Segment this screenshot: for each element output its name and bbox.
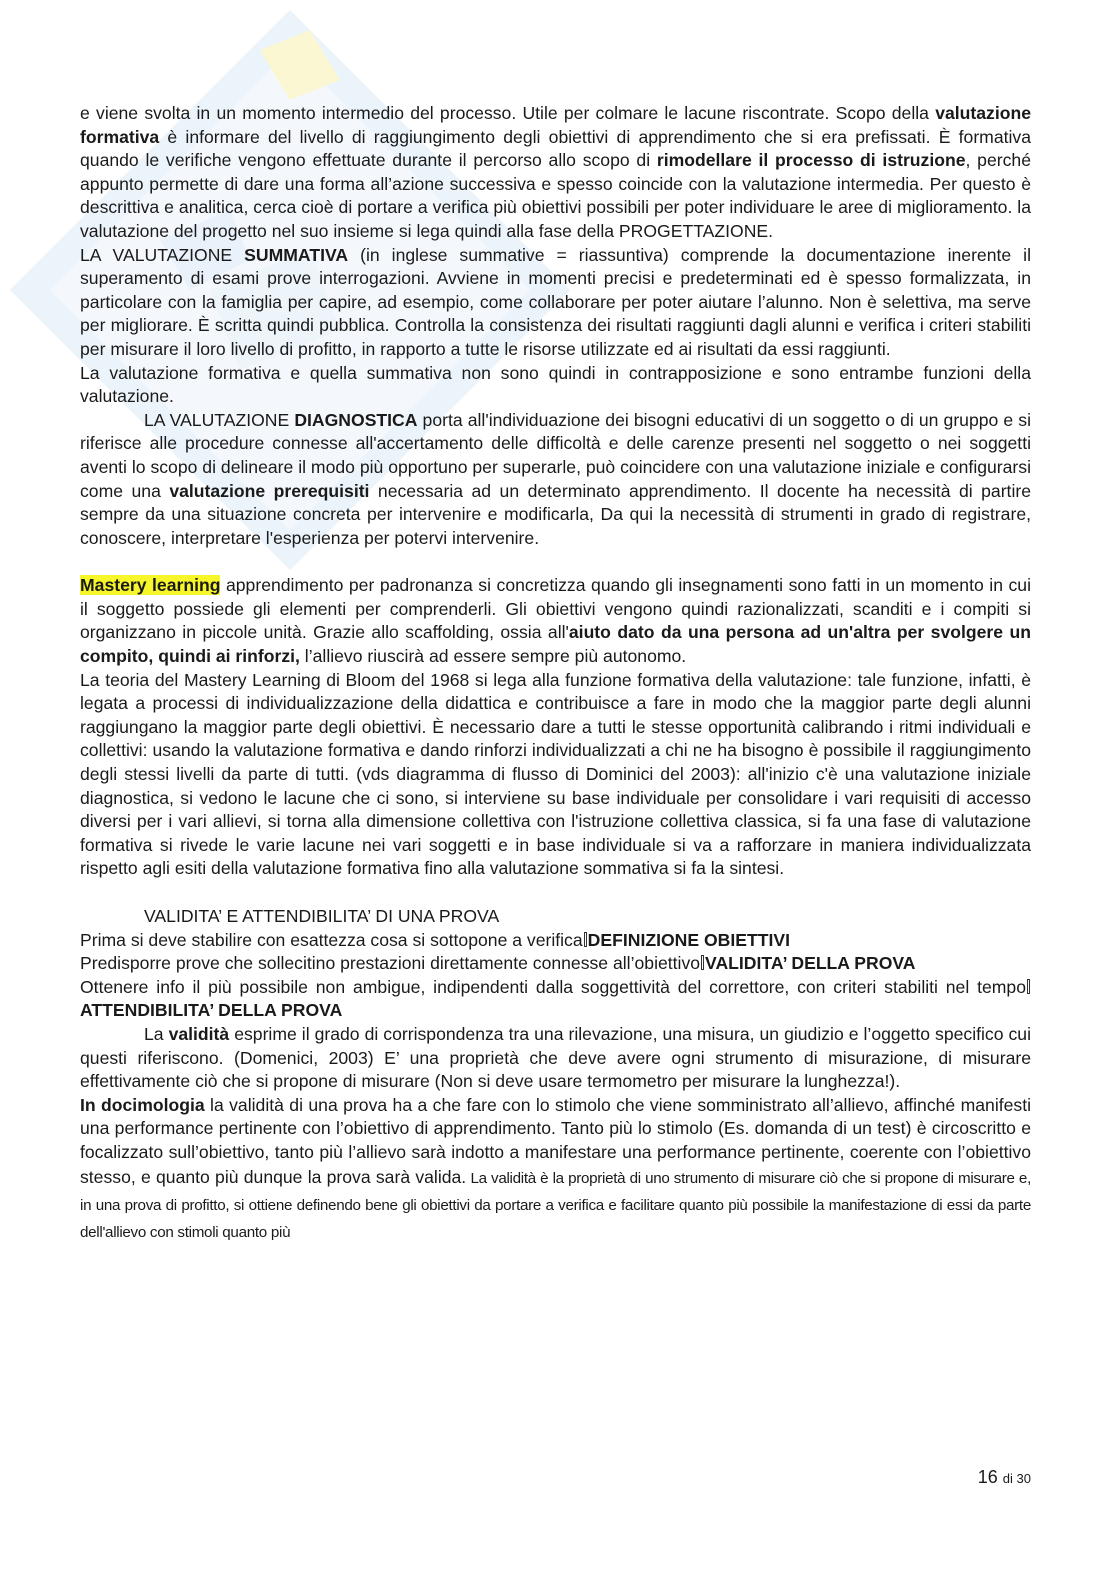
text-run: è informare del livello di raggiungimento degli obiettivi di apprendimento che si era prefissati. È formativa quando le verifiche vengono effettuate durante il percorso allo scopo di (80, 126, 1031, 171)
text-run: porta all'individuazione dei bisogni educativi di un soggetto o di un gruppo e si riferisce alle procedure connesse all'accertamento delle difficoltà e delle carenze presenti nel soggetto o nei soggetti aventi lo scopo di delineare il modo più opportuno per superarle, può coincidere con una valutazione iniziale e configurarsi come una (80, 409, 1031, 501)
text-run: esprime il grado di corrispondenza tra una rilevazione, una misura, un giudizio e l’oggetto specifico cui questi riferiscono. (Domenici, 2003) E’ una proprietà che deve avere ogni strumento di misurazione, di misurare effettivamente ciò che si propone di misurare (Non si deve usare termometro per misurare la lunghezza!). (80, 1023, 1031, 1092)
line-attendibilita-prova (80, 976, 1031, 1023)
arrow-placeholder-icon (701, 955, 704, 970)
text-run: l’allievo riuscirà ad essere sempre più autonomo. (299, 646, 687, 667)
bold-term: In docimologia (80, 1094, 205, 1115)
paragraph-bloom-theory: La teoria del Mastery Learning di Bloom del 1968 si lega alla funzione formativa della valutazione: tale funzione, infatti, è legata a processi di individualizzazione della didattica e contribuisce a fare in modo che la maggior parte degli alunni raggiungano la maggior parte degli obiettivi. È necessario dare a tutti le stesse opportunità calibrando i ritmi individuali e collettivi: usando la valutazione formativa e dando rinforzi individualizzati a chi ne ha bisogno è possibile il raggiungimento degli stessi livelli da parte di tutti. (vds diagramma di flusso di Dominici del 2003): all'inizio c'è una valutazione iniziale diagnostica, si vedono le lacune che ci sono, si interviene su base individuale per consolidare i vari requisiti di accesso diversi per i vari allievi, si torna alla dimensione collettiva con l'istruzione collettiva classica, si fa una fase di valutazione formativa si rivede le varie lacune nei vari soggetti e in base individuale si va a rafforzare in maniera individualizzata rispetto agli esiti della valutazione formativa fino alla valutazione sommativa si fa la sintesi. (80, 669, 1031, 879)
text-run: apprendimento per padronanza si concretizza quando gli insegnamenti sono fatti in un momento in cui il soggetto possiede gli elementi per comprenderli. Gli obiettivi vengono quindi razionalizzati, scanditi e i compiti si organizzano in piccole unità. Grazie allo scaffolding, ossia all' (80, 575, 1031, 643)
bold-term: validità (168, 1023, 230, 1044)
line-definizione-obiettivi (80, 929, 1031, 953)
page-number: 16 (977, 1467, 998, 1487)
highlighted-term: Mastery learning (80, 575, 221, 596)
text-run: , perché appunto permette di dare una forma all’azione successiva e spesso coincide con la valutazione intermedia. Per questo è descrittiva e analitica, cerca cioè di portare a verifica più obiettivi possibili per poter individuare le aree di miglioramento. la valutazione del progetto nel suo insieme si lega quindi alla fase della PROGETTAZIONE. (80, 150, 1031, 241)
bold-term: DIAGNOSTICA (294, 409, 418, 430)
text-run: Ottenere info il più possibile non ambigue, indipendenti dalla soggettività del correttore, con criteri stabiliti nel tempo (80, 976, 1026, 997)
bold-term: SUMMATIVA (244, 244, 349, 265)
arrow-placeholder-icon (584, 932, 587, 947)
text-run: LA VALUTAZIONE (144, 409, 295, 430)
paragraph-valutazione-formativa (80, 102, 1031, 244)
text-run: Predisporre prove che sollecitino prestazioni direttamente connesse all’obiettivo (80, 953, 701, 974)
paragraph-valutazione-summativa (80, 244, 1031, 362)
paragraph-comparison: La valutazione formativa e quella summativa non sono quindi in contrapposizione e sono entrambe funzioni della valutazione. (80, 362, 1031, 407)
page-footer (978, 1467, 1031, 1488)
paragraph-valutazione-diagnostica (80, 409, 1031, 551)
bold-term: rimodellare il processo di istruzione (656, 150, 966, 171)
text-run: Prima si deve stabilire con esattezza cosa si sottopone a verifica (80, 929, 583, 950)
bold-term: ATTENDIBILITA’ DELLA PROVA (80, 1000, 343, 1021)
paragraph-docimologia (80, 1094, 1031, 1246)
spacer (80, 881, 1031, 905)
paragraph-mastery-learning (80, 574, 1031, 668)
bold-term: valutazione formativa (80, 103, 1031, 147)
arrow-placeholder-icon (1027, 979, 1030, 994)
section-heading: VALIDITA’ E ATTENDIBILITA’ DI UNA PROVA (144, 906, 500, 926)
text-run: necessaria ad un determinato apprendimento. Il docente ha necessità di partire sempre da una situazione concreta per intervenire e modificarla, Da qui la necessità di strumenti in grado di registrare, conoscere, interpretare l'esperienza per potervi intervenire. (80, 480, 1031, 548)
text-run: e viene svolta in un momento intermedio del processo. Utile per colmare le lacune riscontrate. Scopo della (80, 103, 936, 123)
bold-term: DEFINIZIONE OBIETTIVI (587, 929, 790, 950)
bold-term: valutazione prerequisiti (169, 480, 370, 501)
paragraph-validita (80, 1023, 1031, 1094)
bold-term: VALIDITA’ DELLA PROVA (705, 953, 916, 974)
line-validita-prova (80, 952, 1031, 976)
text-run: la validità di una prova ha a che fare con lo stimolo che viene somministrato all’allievo, affinché manifesti una performance pertinente con l’obiettivo di apprendimento. Tanto più lo stimolo (Es. domanda di un test) è circoscritto e focalizzato sull’obiettivo, tanto più l’allievo sarà indotto a manifestare una performance pertinente, coerente con l’obiettivo stesso, e quanto più dunque la prova sarà valida. (80, 1094, 1032, 1187)
document-page (80, 102, 1031, 1246)
text-run: LA VALUTAZIONE (80, 244, 245, 265)
spacer (80, 550, 1031, 574)
text-run: (in inglese summative = riassuntiva) comprende la documentazione inerente il superamento di esami prove interrogazioni. Avviene in momenti precisi e predeterminati ed è spesso formalizzata, in particolare con la famiglia per capire, ad esempio, come collaborare per poter aiutare l’alunno. Non è selettiva, ma serve per migliorare. È scritta quindi pubblica. Controlla la consistenza dei risultati raggiunti dagli alunni e verifica i criteri stabiliti per misurare il loro livello di profitto, in rapporto a tutte le risorse utilizzate ed ai risultati da essi raggiunti. (80, 244, 1031, 359)
bold-term: aiuto dato da una persona ad un'altra per svolgere un compito, quindi ai rinforzi, (80, 622, 1031, 667)
text-run: La (144, 1023, 169, 1044)
condensed-text-run: La validità è la proprietà di uno strumento di misurare ciò che si propone di misurare e, in una prova di profitto, si ottiene definendo bene gli obiettivi da portare a verifica e facilitare quanto più possibile la manifestazione di essi da parte dell'allievo con stimoli quanto più (80, 1169, 1031, 1241)
page-total: di 30 (1002, 1471, 1031, 1486)
